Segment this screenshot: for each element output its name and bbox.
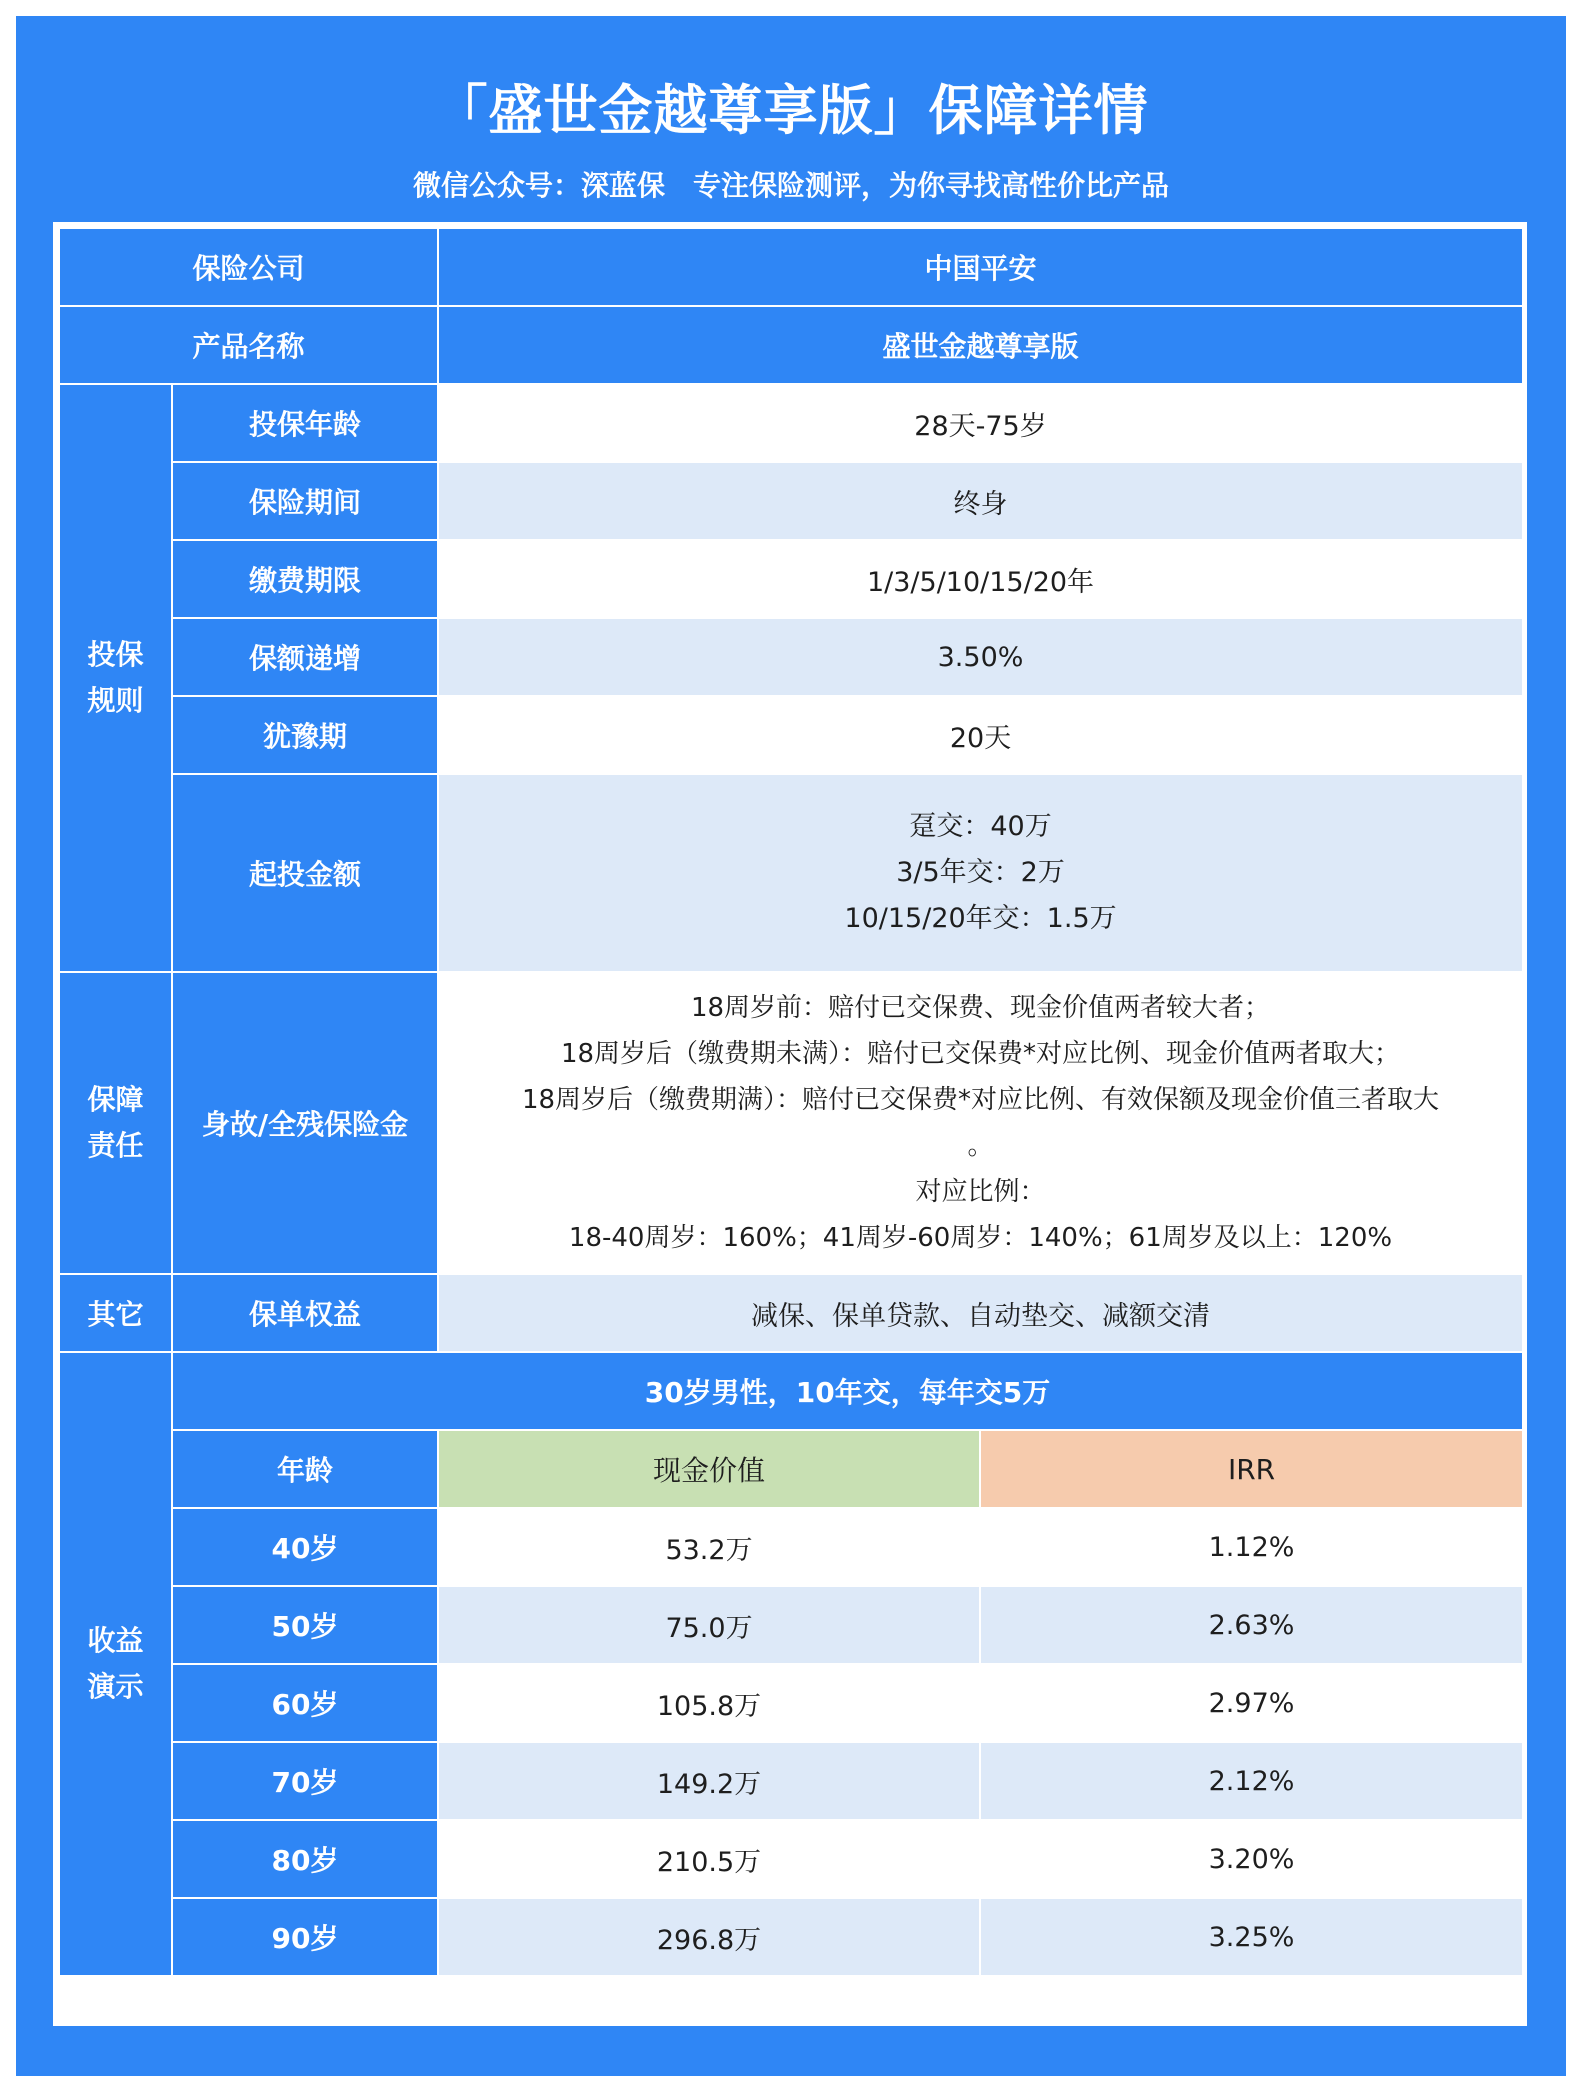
- min-amount-line: 10/15/20年交：1.5万: [844, 903, 1117, 934]
- rules-row: [59, 384, 1523, 462]
- coverage-line: 对应比例：: [915, 1177, 1046, 1207]
- returns-scenario-row: [59, 1352, 1523, 1430]
- returns-cash: 296.8万: [438, 1898, 980, 1976]
- returns-irr: 2.97%: [980, 1664, 1523, 1742]
- returns-irr: 3.25%: [980, 1898, 1523, 1976]
- poster-frame: [16, 16, 1566, 2076]
- coverage-group-label-line1: 保障: [87, 1083, 144, 1116]
- product-row: [59, 306, 1523, 384]
- company-label: 保险公司: [59, 228, 438, 306]
- coverage-line: 18周岁后（缴费期未满）：赔付已交保费*对应比例、现金价值两者取大；: [560, 1039, 1401, 1069]
- rules-row: [59, 540, 1523, 618]
- rules-group-label-line2: 规则: [87, 684, 144, 717]
- rule-label: 投保年龄: [172, 384, 438, 462]
- returns-age: 50岁: [172, 1586, 438, 1664]
- returns-row: [59, 1508, 1523, 1586]
- rule-label: 犹豫期: [172, 696, 438, 774]
- other-row: [59, 1274, 1523, 1352]
- returns-cash: 53.2万: [438, 1508, 980, 1586]
- returns-irr: 3.20%: [980, 1820, 1523, 1898]
- min-amount-value: [438, 774, 1523, 972]
- rule-value: 20天: [438, 696, 1523, 774]
- returns-scenario: 30岁男性，10年交，每年交5万: [172, 1352, 1523, 1430]
- col-age-header: 年龄: [172, 1430, 438, 1508]
- details-table: [58, 227, 1524, 1977]
- details-table-container: [53, 222, 1527, 2026]
- coverage-value: [438, 972, 1523, 1274]
- returns-irr: 2.12%: [980, 1742, 1523, 1820]
- coverage-line: 18-40周岁：160%；41周岁-60周岁：140%；61周岁及以上：120%: [568, 1223, 1393, 1253]
- page-title: 「盛世金越尊享版」保障详情: [433, 79, 1149, 142]
- returns-irr: 2.63%: [980, 1586, 1523, 1664]
- rule-label: 保额递增: [172, 618, 438, 696]
- coverage-line: 18周岁后（缴费期满）：赔付已交保费*对应比例、有效保额及现金价值三者取大: [521, 1085, 1440, 1115]
- returns-row: [59, 1820, 1523, 1898]
- returns-group-label-line2: 演示: [87, 1670, 144, 1703]
- rule-label: 保险期间: [172, 462, 438, 540]
- rules-row: [59, 462, 1523, 540]
- returns-age: 90岁: [172, 1898, 438, 1976]
- rules-row: [59, 696, 1523, 774]
- other-value: 减保、保单贷款、自动垫交、减额交清: [438, 1274, 1523, 1352]
- rules-row: [59, 618, 1523, 696]
- rule-value: 1/3/5/10/15/20年: [438, 540, 1523, 618]
- returns-age: 70岁: [172, 1742, 438, 1820]
- product-label: 产品名称: [59, 306, 438, 384]
- coverage-line: 18周岁前：赔付已交保费、现金价值两者较大者；: [690, 993, 1271, 1023]
- rules-group-label-line1: 投保: [87, 638, 144, 671]
- product-value: 盛世金越尊享版: [438, 306, 1523, 384]
- min-amount-line: 3/5年交：2万: [896, 857, 1065, 888]
- rule-value: 28天-75岁: [438, 384, 1523, 462]
- coverage-group-label: [59, 972, 172, 1274]
- returns-row: [59, 1586, 1523, 1664]
- min-amount-line: 趸交：40万: [909, 811, 1052, 842]
- min-amount-row: [59, 774, 1523, 972]
- returns-group-label: [59, 1352, 172, 1976]
- returns-row: [59, 1742, 1523, 1820]
- rule-label: 缴费期限: [172, 540, 438, 618]
- returns-irr: 1.12%: [980, 1508, 1523, 1586]
- rule-value: 终身: [438, 462, 1523, 540]
- returns-cash: 75.0万: [438, 1586, 980, 1664]
- returns-age: 80岁: [172, 1820, 438, 1898]
- returns-age: 60岁: [172, 1664, 438, 1742]
- returns-header-row: [59, 1430, 1523, 1508]
- col-cash-header: 现金价值: [438, 1430, 980, 1508]
- coverage-row: [59, 972, 1523, 1274]
- returns-age: 40岁: [172, 1508, 438, 1586]
- returns-row: [59, 1664, 1523, 1742]
- min-amount-label: 起投金额: [172, 774, 438, 972]
- returns-group-label-line1: 收益: [87, 1624, 144, 1657]
- company-value: 中国平安: [438, 228, 1523, 306]
- rules-group-label: [59, 384, 172, 972]
- returns-cash: 149.2万: [438, 1742, 980, 1820]
- returns-cash: 210.5万: [438, 1820, 980, 1898]
- rule-value: 3.50%: [438, 618, 1523, 696]
- company-row: [59, 228, 1523, 306]
- other-label: 保单权益: [172, 1274, 438, 1352]
- returns-row: [59, 1898, 1523, 1976]
- coverage-label: 身故/全残保险金: [172, 972, 438, 1274]
- coverage-group-label-line2: 责任: [87, 1129, 144, 1162]
- returns-cash: 105.8万: [438, 1664, 980, 1742]
- col-irr-header: IRR: [980, 1430, 1523, 1508]
- other-group-label: 其它: [59, 1274, 172, 1352]
- page-subtitle: 微信公众号：深蓝保 专注保险测评，为你寻找高性价比产品: [412, 169, 1169, 202]
- coverage-line: 。: [967, 1131, 994, 1161]
